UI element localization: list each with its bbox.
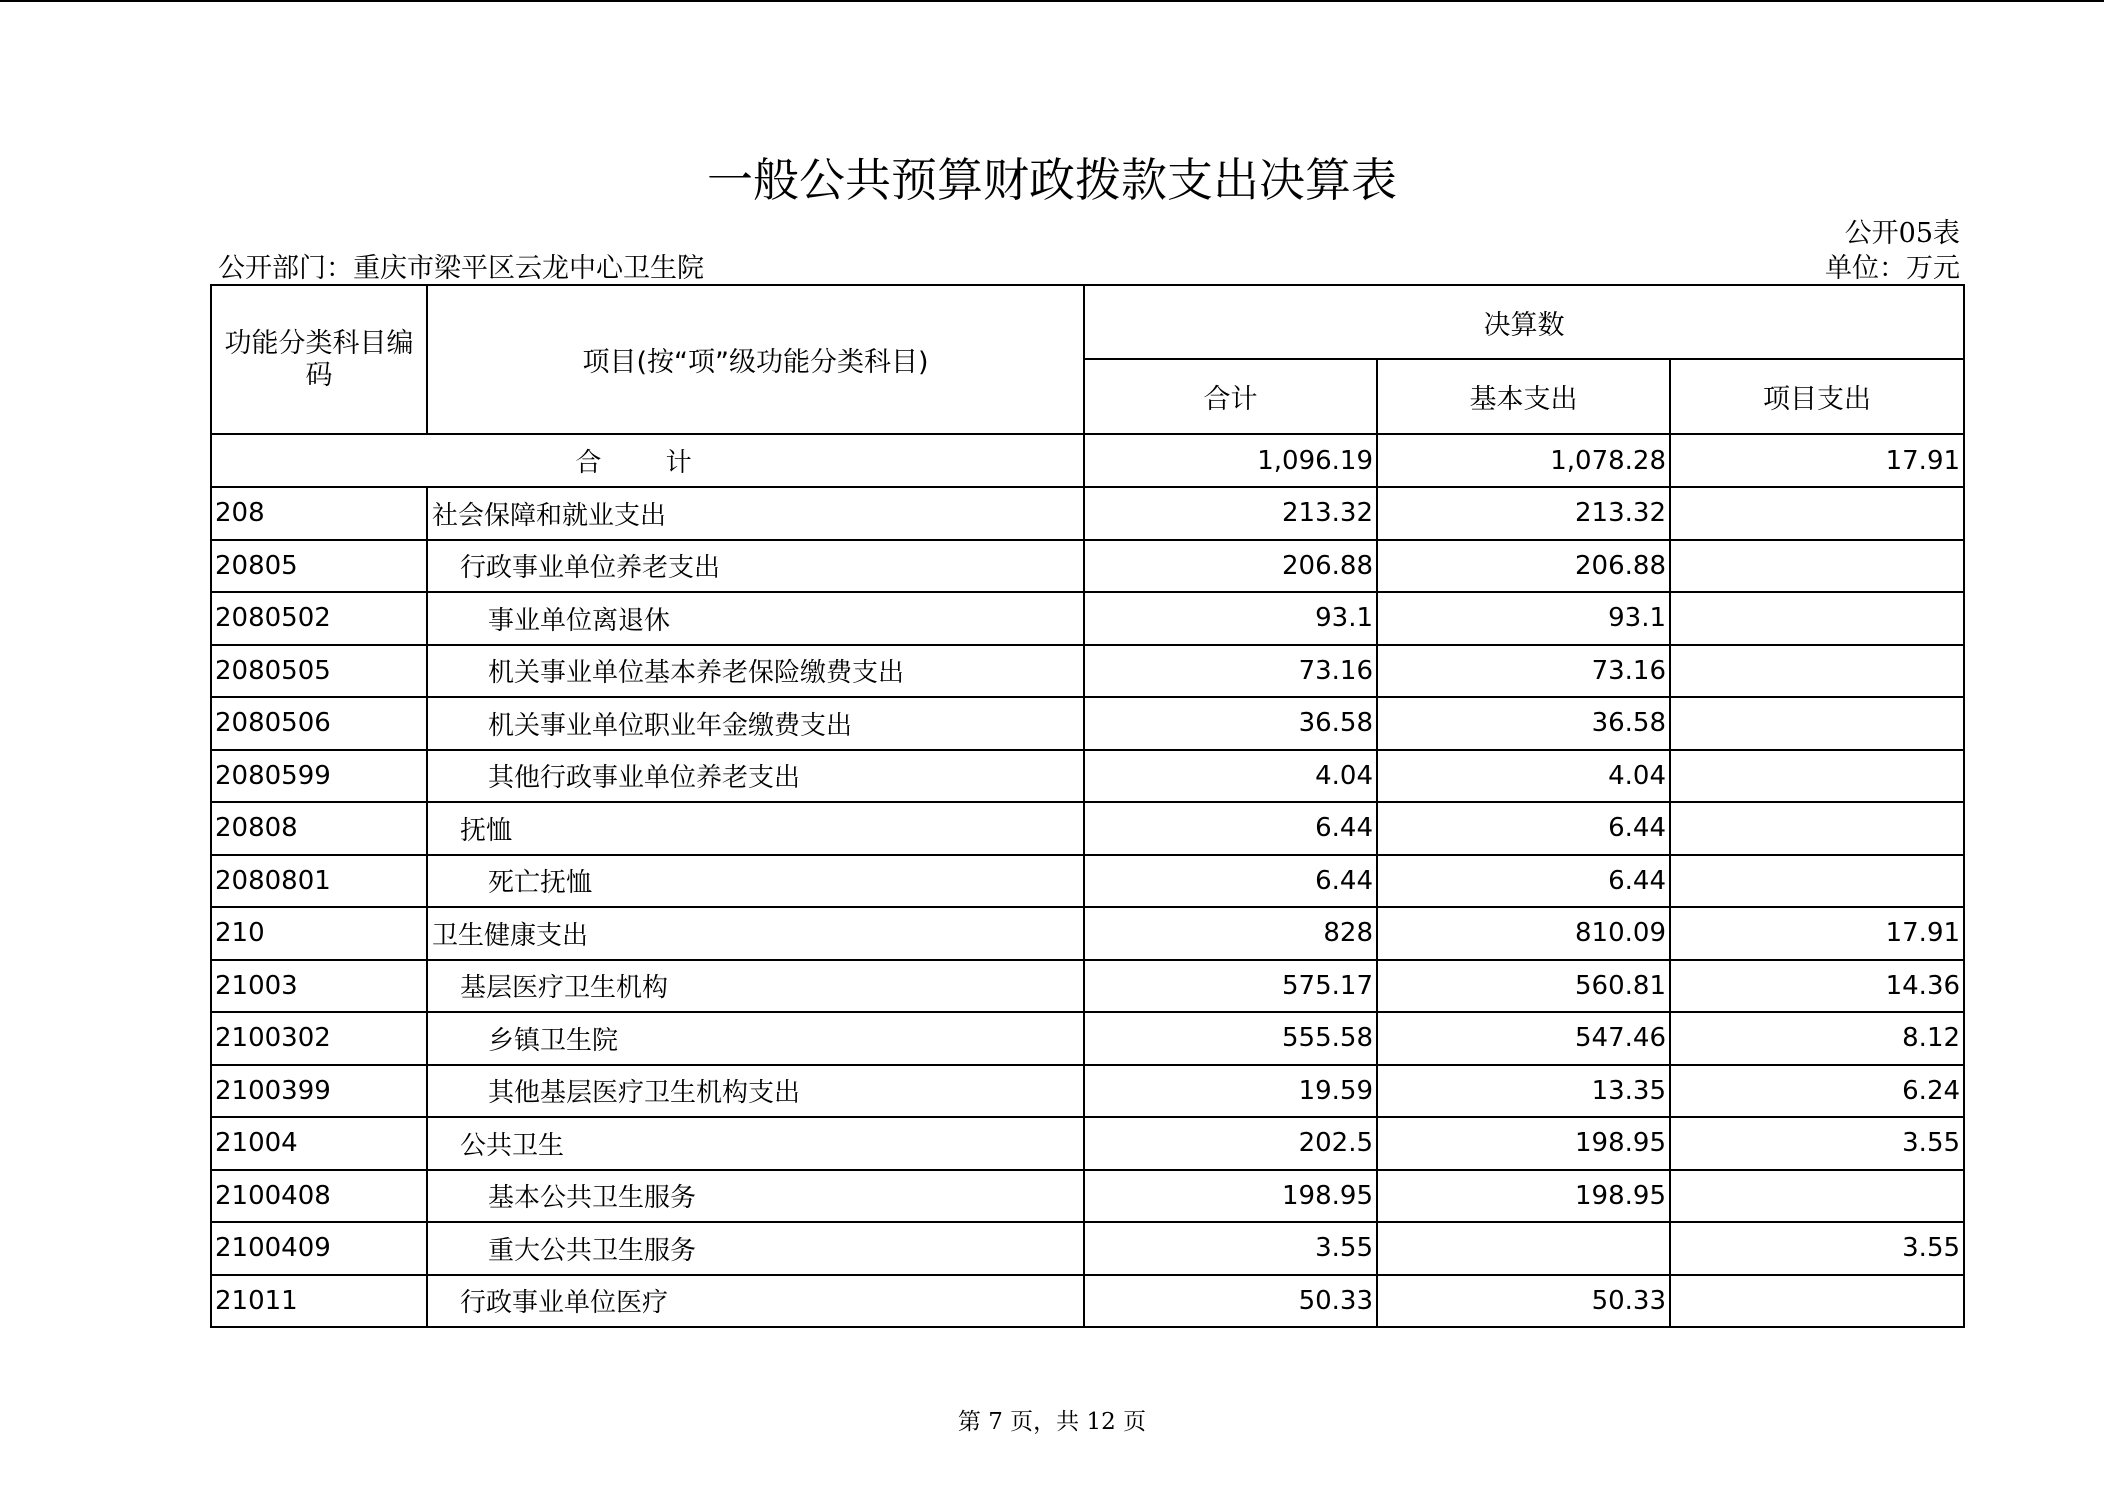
row-basic: 93.1 [1377, 592, 1670, 645]
table-row [211, 907, 1964, 960]
totals-basic: 1,078.28 [1377, 434, 1670, 487]
row-basic: 198.95 [1377, 1117, 1670, 1170]
table-row [211, 487, 1964, 540]
table-row [211, 1222, 1964, 1275]
row-name: 其他行政事业单位养老支出 [427, 750, 1084, 803]
row-name: 乡镇卫生院 [427, 1012, 1084, 1065]
row-code: 20805 [211, 540, 427, 593]
table-row [211, 540, 1964, 593]
row-project: 17.91 [1670, 907, 1964, 960]
row-name: 社会保障和就业支出 [427, 487, 1084, 540]
row-total: 36.58 [1084, 697, 1377, 750]
row-name: 其他基层医疗卫生机构支出 [427, 1065, 1084, 1118]
row-basic: 4.04 [1377, 750, 1670, 803]
row-project [1670, 487, 1964, 540]
row-total: 6.44 [1084, 802, 1377, 855]
table-row [211, 855, 1964, 908]
table-row [211, 592, 1964, 645]
row-basic: 560.81 [1377, 960, 1670, 1013]
row-project [1670, 1275, 1964, 1328]
row-code: 21004 [211, 1117, 427, 1170]
unit-label: 单位：万元 [1825, 253, 1960, 284]
row-total: 50.33 [1084, 1275, 1377, 1328]
row-total: 198.95 [1084, 1170, 1377, 1223]
totals-row [211, 434, 1964, 487]
table-row [211, 1117, 1964, 1170]
row-basic: 213.32 [1377, 487, 1670, 540]
row-code: 2080502 [211, 592, 427, 645]
row-code: 21011 [211, 1275, 427, 1328]
row-name: 基层医疗卫生机构 [427, 960, 1084, 1013]
row-total: 73.16 [1084, 645, 1377, 698]
row-name: 机关事业单位职业年金缴费支出 [427, 697, 1084, 750]
row-basic: 198.95 [1377, 1170, 1670, 1223]
totals-label: 合 计 [211, 434, 1084, 487]
row-project [1670, 855, 1964, 908]
header-item: 项目(按“项”级功能分类科目) [427, 285, 1084, 434]
row-project [1670, 645, 1964, 698]
row-code: 2080506 [211, 697, 427, 750]
row-code: 2100409 [211, 1222, 427, 1275]
row-project [1670, 592, 1964, 645]
department-label: 公开部门：重庆市梁平区云龙中心卫生院 [218, 253, 704, 284]
row-project [1670, 697, 1964, 750]
table-row [211, 1275, 1964, 1328]
row-project: 8.12 [1670, 1012, 1964, 1065]
header-basic: 基本支出 [1377, 359, 1670, 434]
table-row [211, 1012, 1964, 1065]
header-project: 项目支出 [1670, 359, 1964, 434]
row-name: 死亡抚恤 [427, 855, 1084, 908]
totals-project: 17.91 [1670, 434, 1964, 487]
row-total: 4.04 [1084, 750, 1377, 803]
row-name: 重大公共卫生服务 [427, 1222, 1084, 1275]
row-project [1670, 540, 1964, 593]
row-name: 机关事业单位基本养老保险缴费支出 [427, 645, 1084, 698]
row-code: 2100408 [211, 1170, 427, 1223]
row-basic: 6.44 [1377, 855, 1670, 908]
row-total: 6.44 [1084, 855, 1377, 908]
row-basic: 810.09 [1377, 907, 1670, 960]
row-total: 19.59 [1084, 1065, 1377, 1118]
header-group: 决算数 [1084, 285, 1964, 359]
row-project: 14.36 [1670, 960, 1964, 1013]
row-total: 206.88 [1084, 540, 1377, 593]
row-total: 3.55 [1084, 1222, 1377, 1275]
header-code: 功能分类科目编码 [211, 285, 427, 434]
row-project [1670, 750, 1964, 803]
table-row [211, 960, 1964, 1013]
row-project [1670, 802, 1964, 855]
header-total: 合计 [1084, 359, 1377, 434]
row-basic: 13.35 [1377, 1065, 1670, 1118]
row-name: 公共卫生 [427, 1117, 1084, 1170]
table-row [211, 750, 1964, 803]
table-row [211, 802, 1964, 855]
row-basic: 36.58 [1377, 697, 1670, 750]
row-project [1670, 1170, 1964, 1223]
row-code: 2080801 [211, 855, 427, 908]
row-project: 3.55 [1670, 1117, 1964, 1170]
totals-total: 1,096.19 [1084, 434, 1377, 487]
row-basic: 50.33 [1377, 1275, 1670, 1328]
row-code: 2100399 [211, 1065, 427, 1118]
expenditure-table [210, 284, 1965, 1328]
row-name: 基本公共卫生服务 [427, 1170, 1084, 1223]
row-code: 20808 [211, 802, 427, 855]
row-basic: 6.44 [1377, 802, 1670, 855]
table-row [211, 645, 1964, 698]
row-basic: 206.88 [1377, 540, 1670, 593]
row-project: 3.55 [1670, 1222, 1964, 1275]
row-basic [1377, 1222, 1670, 1275]
row-name: 事业单位离退休 [427, 592, 1084, 645]
table-row [211, 1065, 1964, 1118]
table-row [211, 697, 1964, 750]
row-code: 2100302 [211, 1012, 427, 1065]
row-name: 卫生健康支出 [427, 907, 1084, 960]
document-title: 一般公共预算财政拨款支出决算表 [707, 153, 1397, 207]
row-basic: 73.16 [1377, 645, 1670, 698]
row-name: 行政事业单位医疗 [427, 1275, 1084, 1328]
header-row-1 [211, 285, 1964, 359]
row-total: 575.17 [1084, 960, 1377, 1013]
row-total: 828 [1084, 907, 1377, 960]
row-project: 6.24 [1670, 1065, 1964, 1118]
page-top-border [0, 0, 2104, 2]
row-basic: 547.46 [1377, 1012, 1670, 1065]
row-total: 213.32 [1084, 487, 1377, 540]
row-total: 202.5 [1084, 1117, 1377, 1170]
row-name: 抚恤 [427, 802, 1084, 855]
form-number: 公开05表 [1844, 218, 1960, 249]
row-total: 555.58 [1084, 1012, 1377, 1065]
page-footer: 第 7 页，共 12 页 [957, 1409, 1147, 1435]
row-code: 2080599 [211, 750, 427, 803]
row-code: 2080505 [211, 645, 427, 698]
row-code: 208 [211, 487, 427, 540]
row-code: 210 [211, 907, 427, 960]
table-row [211, 1170, 1964, 1223]
row-code: 21003 [211, 960, 427, 1013]
row-total: 93.1 [1084, 592, 1377, 645]
row-name: 行政事业单位养老支出 [427, 540, 1084, 593]
